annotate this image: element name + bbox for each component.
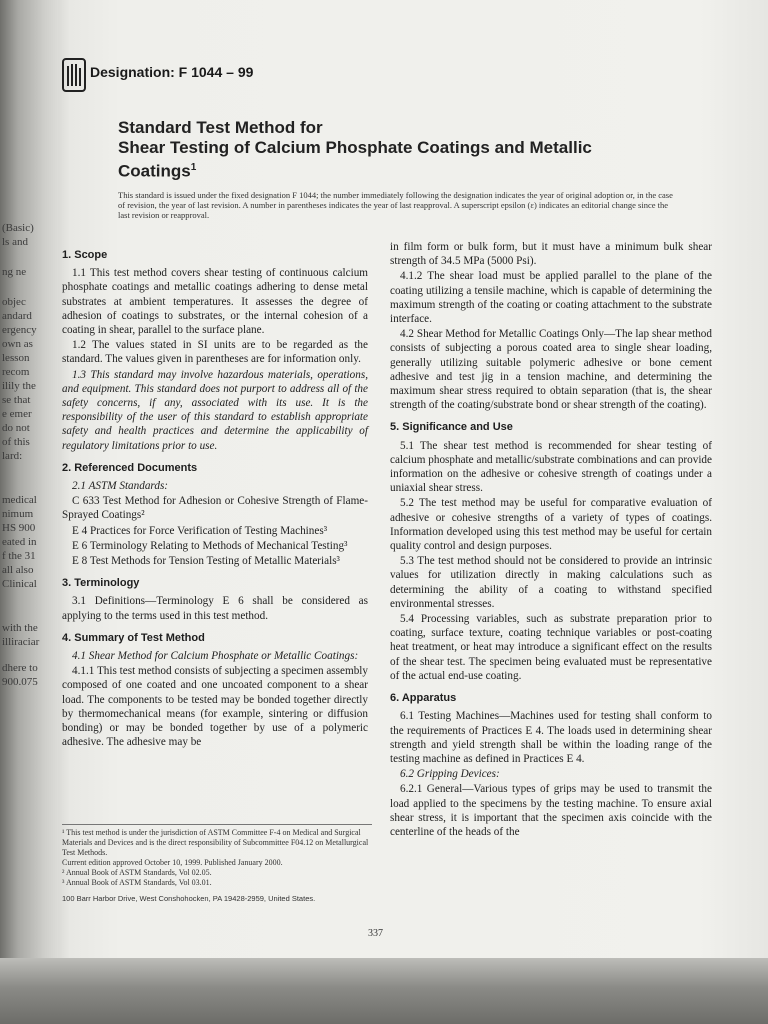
- title-line-2: [118, 138, 658, 182]
- paragraph: 5.3 The test method should not be considered to provide an intrinsic values for utilization directly in making calculations such as determining the ability of a coating to withstand specified environmental stresses.: [390, 555, 712, 610]
- document-header: [62, 56, 462, 96]
- margin-fragment: se that: [2, 394, 31, 406]
- paragraph: 4.2 Shear Method for Metallic Coatings Only—The lap shear method consists of subjecting a porous coated area to single shear loading, generally utilizing suitable polymeric adhesive or bone cement adhesive and test jig in a tension machine, and determining the maximum shear stress required to obtain separation (that is, the shear strength of the coating/substrate bond or shear strength of the coating).: [390, 328, 712, 412]
- margin-fragment: ls and: [2, 236, 28, 248]
- margin-fragment: lard:: [2, 450, 23, 462]
- section-heading-apparatus: 6. Apparatus: [390, 692, 457, 705]
- paragraph: 5.4 Processing variables, such as substrate preparation prior to coating, surface texture, coating technique variables or post-coating heat treatment, or heat may introduce a significant effect on the results of the shear test. The specimen being evaluated must be representative of the actual end-use coating.: [390, 613, 712, 682]
- margin-fragment: 900.075: [2, 676, 38, 688]
- margin-fragment: eated in: [2, 536, 37, 548]
- paragraph: 1.2 The values stated in SI units are to be regarded as the standard. The values given in parentheses are for information only.: [62, 339, 368, 366]
- reference-item: C 633 Test Method for Adhesion or Cohesive Strength of Flame-Sprayed Coatings²: [62, 495, 368, 522]
- footnote: ² Annual Book of ASTM Standards, Vol 02.05.: [62, 868, 212, 877]
- margin-fragment: nimum: [2, 508, 34, 520]
- margin-fragment: e emer: [2, 408, 32, 420]
- paragraph: 1.1 This test method covers shear testing of continuous calcium phosphate coatings and metallic coatings adhering to dense metal substrates at ambient temperatures. It assesses the degree of adhesion of coatings to substrates, or the internal cohesion of a coating in shear, parallel to the surface plane.: [62, 267, 368, 337]
- margin-fragment: HS 900: [2, 522, 36, 534]
- title-text: Shear Testing of Calcium Phosphate Coatings and Metallic Coatings: [118, 138, 592, 181]
- document-title: [118, 118, 658, 182]
- margin-fragment: illiraciar: [2, 636, 40, 648]
- margin-fragment: lesson: [2, 352, 30, 364]
- section-heading-summary: 4. Summary of Test Method: [62, 631, 205, 644]
- section-heading-scope: 1. Scope: [62, 249, 108, 261]
- margin-fragment: of this: [2, 436, 30, 448]
- paragraph: 6.1 Testing Machines—Machines used for testing shall conform to the requirements of Practices E 4. The loads used in determining shear strength and yield strength shall be within the loading range of the testing machine as defined in Practices E 4.: [390, 710, 712, 765]
- footnote: Current edition approved October 10, 1999. Published January 2000.: [62, 858, 283, 867]
- margin-fragment: all also: [2, 564, 34, 576]
- paragraph: 3.1 Definitions—Terminology E 6 shall be considered as applying to the terms used in this test method.: [62, 595, 368, 622]
- safety-paragraph: 1.3 This standard may involve hazardous materials, operations, and equipment. This standard does not purport to address all of the safety concerns, if any, associated with its use. It is the responsibility of the user of this standard to establish appropriate safety and health practices and determine the applicability of regulatory limitations prior to use.: [62, 368, 368, 452]
- paragraph: 5.2 The test method may be useful for comparative evaluation of adhesive or cohesive strengths of a variety of types of coatings. Information developed using this test method may be useful for certain quality control and design purposes.: [390, 497, 712, 553]
- paragraph: 4.1.1 This test method consists of subjecting a specimen assembly composed of one coated and one uncoated component to a shear load. The components to be tested may be bonded together directly by thermomechanical means (for example, sintering or diffusion bonding) or may be bonded together by use of a polymeric adhesive. The adhesive may be: [62, 665, 368, 749]
- paragraph: in film form or bulk form, but it must have a minimum bulk shear strength of 34.5 MPa (5000 Psi).: [390, 241, 712, 268]
- margin-fragment: dhere to: [2, 662, 38, 674]
- margin-fragment: ng ne: [2, 266, 27, 278]
- paragraph: 4.1.2 The shear load must be applied parallel to the plane of the coating utilizing a tensile machine, which is capable of determining the maximum strength of the coating or coating attachment to the substrate interface.: [390, 270, 712, 326]
- margin-fragment: objec: [2, 296, 26, 308]
- standard-notice: This standard is issued under the fixed designation F 1044; the number immediately following the designation indicates the year of original adoption or, in the case of revision, the year of last revision. A number in parentheses indicates the year of last reapproval. A superscript epsilon (ε) indicates an editorial change since the last revision or reapproval.: [118, 190, 673, 220]
- reference-item: E 6 Terminology Relating to Methods of Mechanical Testing³: [72, 539, 348, 552]
- margin-fragment: (Basic): [2, 222, 34, 234]
- margin-fragment: Clinical: [2, 578, 37, 590]
- designation: Designation: F 1044 – 99: [90, 64, 254, 80]
- astm-logo-icon: [62, 58, 86, 92]
- reference-item: E 8 Test Methods for Tension Testing of Metallic Materials³: [72, 555, 340, 568]
- paragraph: 5.1 The shear test method is recommended for shear testing of calcium phosphate and metallic/substrate combinations and can provide information on the adhesive or cohesive strength of coatings under a uniaxial shear stress.: [390, 439, 712, 495]
- page-number: 337: [368, 928, 383, 939]
- margin-fragment: with the: [2, 622, 38, 634]
- footnotes: [62, 824, 372, 888]
- reference-item: E 4 Practices for Force Verification of Testing Machines³: [72, 524, 328, 537]
- astm-address: 100 Barr Harbor Drive, West Conshohocken, PA 19428-2959, United States.: [62, 894, 316, 903]
- margin-fragment: f the 31: [2, 550, 36, 562]
- footnote: ¹ This test method is under the jurisdiction of ASTM Committee F-4 on Medical and Surgical Materials and Devices and is the direct responsibility of Subcommittee F04.12 on Metallurgical Test Methods.: [62, 828, 369, 857]
- margin-fragment: medical: [2, 494, 37, 506]
- section-heading-significance: 5. Significance and Use: [390, 421, 513, 434]
- page-bottom-shadow: [0, 958, 768, 1024]
- title-footnote-mark: 1: [190, 162, 197, 173]
- paragraph: 2.1 ASTM Standards:: [72, 480, 169, 493]
- margin-fragment: do not: [2, 422, 30, 434]
- margin-fragment: andard: [2, 310, 32, 322]
- title-line-1: Standard Test Method for: [118, 118, 323, 137]
- margin-fragment: recom: [2, 366, 30, 378]
- section-heading-terminology: 3. Terminology: [62, 577, 140, 590]
- right-column: [390, 240, 712, 840]
- margin-fragment: own as: [2, 338, 33, 350]
- left-column: [62, 240, 368, 751]
- margin-fragment: ergency: [2, 324, 37, 336]
- paragraph: 6.2 Gripping Devices:: [400, 768, 500, 781]
- margin-fragment: ilily the: [2, 380, 36, 392]
- paragraph: 6.2.1 General—Various types of grips may be used to transmit the load applied to the specimens by the testing machine. To ensure axial shear stress, it is important that the specimen axis coincide with the centerline of the heads of the: [390, 783, 712, 838]
- paragraph: 4.1 Shear Method for Calcium Phosphate or Metallic Coatings:: [72, 650, 359, 663]
- footnote: ³ Annual Book of ASTM Standards, Vol 03.01.: [62, 878, 212, 887]
- section-heading-referenced-documents: 2. Referenced Documents: [62, 461, 198, 474]
